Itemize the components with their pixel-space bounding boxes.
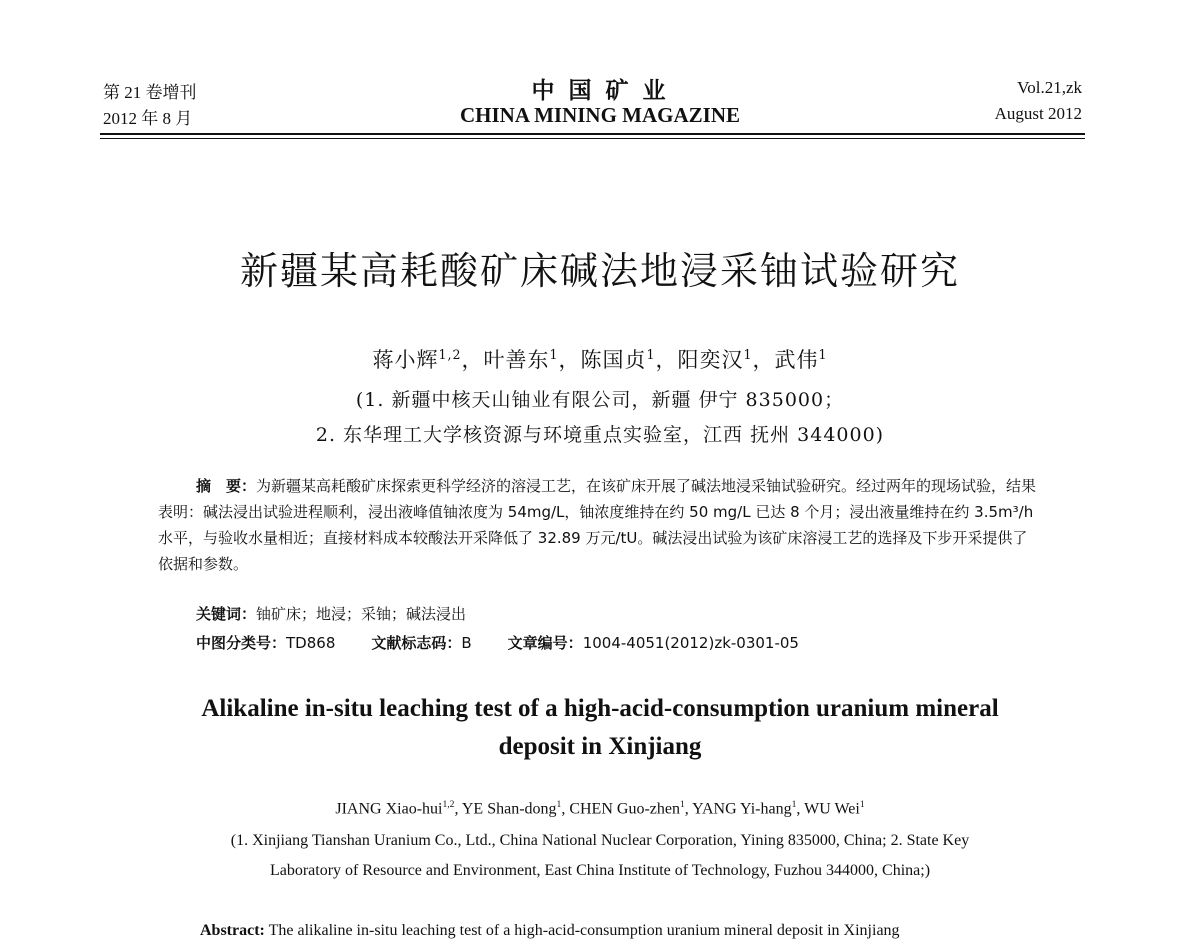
author-cn: 叶善东: [483, 348, 550, 372]
doc-code-label: 文献标志码：: [371, 634, 462, 652]
paper-title-cn: 新疆某高耗酸矿床碱法地浸采铀试验研究: [239, 249, 960, 293]
author-en-sup: 1: [791, 799, 797, 810]
doc-code-value: B: [461, 634, 472, 652]
volume-cn: 第 21 卷增刊: [103, 83, 197, 102]
article-no-value: 1004-4051(2012)zk-0301-05: [582, 634, 799, 652]
date-en: August 2012: [994, 104, 1082, 123]
author-en-sup: 1: [859, 799, 865, 810]
header-rule-bottom: [100, 138, 1085, 139]
affiliation-cn-line2: 2. 东华理工大学核资源与环境重点实验室，江西 抚州 344000): [315, 424, 885, 446]
abstract-cn-label: 摘 要：: [196, 477, 257, 495]
header-rule-top: [100, 133, 1085, 135]
author-cn: 阳奕汉: [677, 348, 744, 372]
authors-en: JIANG Xiao-hui$^{1,2}$, YE Shan-dong$^1$, CHEN Guo-zhen$^1$, YANG Yi-hang$^1$, WU Wei$^1$: [335, 799, 865, 818]
abstract-en: [200, 922, 900, 940]
abstract-cn: [158, 473, 1038, 577]
keywords-cn-text: 铀矿床；地浸；采铀；碱法浸出: [256, 605, 467, 623]
author-en: WU Wei: [804, 800, 860, 818]
affiliation-cn-line1: (1. 新疆中核天山铀业有限公司，新疆 伊宁 835000；: [355, 389, 845, 411]
paper-title-en: [0, 690, 1200, 766]
author-en-sup: 1: [679, 799, 685, 810]
paper-title-en-line2: deposit in Xinjiang: [498, 733, 702, 760]
author-en: JIANG Xiao-hui: [335, 800, 443, 818]
author-en-sup: 1: [556, 799, 562, 810]
date-cn: 2012 年 8 月: [103, 109, 193, 128]
abstract-en-text: The alikaline in-situ leaching test of a high-acid-consumption uranium mineral deposit in Xinjiang: [268, 922, 900, 939]
author-cn: 陈国贞: [580, 348, 647, 372]
classification-line: [196, 632, 799, 653]
article-no-label: 文章编号：: [507, 634, 583, 652]
author-en: YANG Yi-hang: [692, 800, 792, 818]
author-cn-sup: 1: [646, 347, 656, 362]
paper-title-en-line1: Alikaline in-situ leaching test of a high-acid-consumption uranium mineral: [201, 695, 999, 722]
journal-title-en: CHINA MINING MAGAZINE: [459, 103, 740, 127]
author-cn-sup: 1: [549, 347, 559, 362]
affiliation-en: [0, 826, 1200, 886]
abstract-en-label: Abstract:: [200, 922, 265, 939]
author-cn-sup: 1,2: [438, 347, 462, 362]
author-en-sup: 1,2: [442, 799, 455, 810]
abstract-cn-text: 为新疆某高耗酸矿床探索更科学经济的溶浸工艺，在该矿床开展了碱法地浸采铀试验研究。经过两年的现场试验，结果表明：碱法浸出试验进程顺利，浸出液峰值铀浓度为 54mg/L，铀浓度维持在约 50 mg/L 已达 8 个月；浸出液量维持在约 3.5m³/h 水平，与验收水量相近；直接材料成本较酸法开采降低了 32.89 万元/tU。碱法浸出试验为该矿床溶浸工艺的选择及下步开采提供了依据和参数。: [158, 477, 1037, 573]
author-cn-sup: 1: [743, 347, 753, 362]
authors-cn: 蒋小辉$^{1,2}$，叶善东$^1$，陈国贞$^1$，阳奕汉$^1$，武伟$^1$: [372, 347, 828, 372]
author-en: CHEN Guo-zhen: [569, 800, 680, 818]
affiliation-en-line2: Laboratory of Resource and Environment, East China Institute of Technology, Fuzhou 344000, China;): [269, 862, 931, 879]
journal-title-cn: 中 国 矿 业: [531, 78, 669, 104]
author-en: YE Shan-dong: [461, 800, 557, 818]
keywords-cn-label: 关键词：: [196, 605, 257, 623]
author-cn: 蒋小辉: [372, 348, 439, 372]
clc-label: 中图分类号：: [196, 634, 287, 652]
author-cn-sup: 1: [818, 347, 828, 362]
affiliation-en-line1: (1. Xinjiang Tianshan Uranium Co., Ltd., China National Nuclear Corporation, Yining 835000, China; 2. State Key: [230, 832, 970, 849]
keywords-cn: [196, 603, 466, 624]
author-cn: 武伟: [774, 348, 819, 372]
clc-value: TD868: [286, 634, 336, 652]
volume-en: Vol.21,zk: [1017, 78, 1082, 97]
